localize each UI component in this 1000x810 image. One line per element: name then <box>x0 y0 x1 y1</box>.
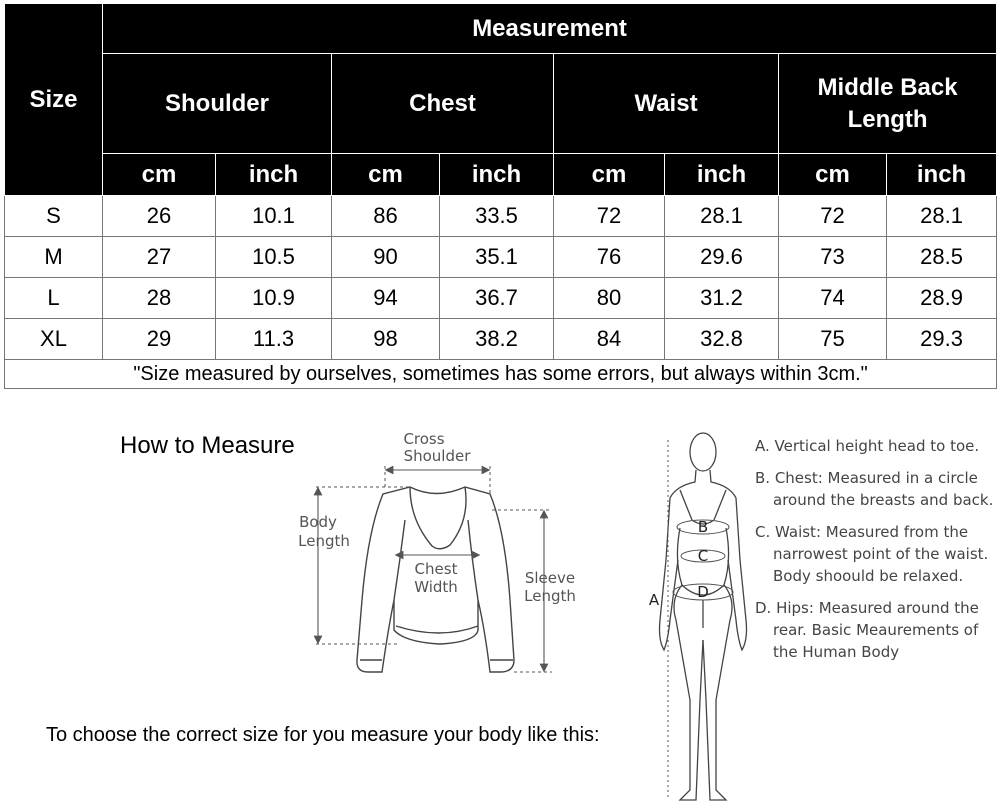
unit-header: inch <box>887 154 997 196</box>
unit-header: inch <box>440 154 554 196</box>
chest-header: Chest <box>332 54 554 154</box>
unit-header: inch <box>216 154 332 196</box>
table-cell: 31.2 <box>665 278 779 319</box>
waist-header: Waist <box>554 54 779 154</box>
table-cell: 38.2 <box>440 319 554 360</box>
measurement-header: Measurement <box>103 4 997 54</box>
table-cell: 10.1 <box>216 196 332 237</box>
table-note: "Size measured by ourselves, sometimes has some errors, but always within 3cm." <box>5 360 997 389</box>
table-cell: 76 <box>554 237 665 278</box>
table-cell: 86 <box>332 196 440 237</box>
table-cell: 28.9 <box>887 278 997 319</box>
body-length-label: Body <box>299 513 337 531</box>
table-cell: 98 <box>332 319 440 360</box>
table-cell: 10.5 <box>216 237 332 278</box>
unit-header: cm <box>779 154 887 196</box>
size-cell: L <box>5 278 103 319</box>
size-header: Size <box>5 4 103 196</box>
table-cell: 28 <box>103 278 216 319</box>
size-cell: S <box>5 196 103 237</box>
choose-size-instruction: To choose the correct size for you measure your body like this: <box>46 724 600 746</box>
table-cell: 29.3 <box>887 319 997 360</box>
marker-b: B <box>697 518 709 536</box>
table-cell: 72 <box>554 196 665 237</box>
table-cell: 28.1 <box>887 196 997 237</box>
table-cell: 75 <box>779 319 887 360</box>
table-cell: 27 <box>103 237 216 278</box>
table-cell: 90 <box>332 237 440 278</box>
measurement-legend <box>755 435 995 673</box>
unit-header: cm <box>554 154 665 196</box>
body-length-label: Length <box>298 532 350 550</box>
unit-header: inch <box>665 154 779 196</box>
table-cell: 80 <box>554 278 665 319</box>
chest-width-label: Chest <box>414 560 458 578</box>
table-cell: 29 <box>103 319 216 360</box>
legend-item: C. Waist: Measured from the narrowest point of the waist. Body shoould be relaxed. <box>755 523 989 585</box>
size-cell: M <box>5 237 103 278</box>
table-cell: 74 <box>779 278 887 319</box>
table-cell: 94 <box>332 278 440 319</box>
chest-width-label: Width <box>414 578 458 596</box>
table-cell: 28.5 <box>887 237 997 278</box>
legend-item: B. Chest: Measured in a circle around the breasts and back. <box>755 469 994 509</box>
legend-item: D. Hips: Measured around the rear. Basic Meaurements of the Human Body <box>755 599 979 661</box>
table-cell: 26 <box>103 196 216 237</box>
table-cell: 28.1 <box>665 196 779 237</box>
cross-shoulder-label: Cross <box>403 430 445 448</box>
table-cell: 10.9 <box>216 278 332 319</box>
table-cell: 72 <box>779 196 887 237</box>
table-cell: 29.6 <box>665 237 779 278</box>
table-cell: 11.3 <box>216 319 332 360</box>
sleeve-length-label: Sleeve <box>524 569 576 587</box>
unit-header: cm <box>332 154 440 196</box>
human-figure <box>660 433 747 800</box>
middle-back-length-header: Middle Back Length <box>779 54 997 154</box>
cross-shoulder-label: Shoulder <box>403 447 471 465</box>
marker-d: D <box>697 583 709 601</box>
sleeve-length-label: Length <box>524 587 576 605</box>
legend-item: A. Vertical height head to toe. <box>755 437 980 455</box>
figure-measure-lines <box>668 440 733 800</box>
table-cell: 32.8 <box>665 319 779 360</box>
table-cell: 35.1 <box>440 237 554 278</box>
table-cell: 36.7 <box>440 278 554 319</box>
table-cell: 84 <box>554 319 665 360</box>
how-to-measure-title: How to Measure <box>120 432 295 459</box>
table-cell: 73 <box>779 237 887 278</box>
unit-header: cm <box>103 154 216 196</box>
size-cell: XL <box>5 319 103 360</box>
table-cell: 33.5 <box>440 196 554 237</box>
marker-c: C <box>697 547 709 565</box>
shoulder-header: Shoulder <box>103 54 332 154</box>
marker-a: A <box>648 591 660 609</box>
